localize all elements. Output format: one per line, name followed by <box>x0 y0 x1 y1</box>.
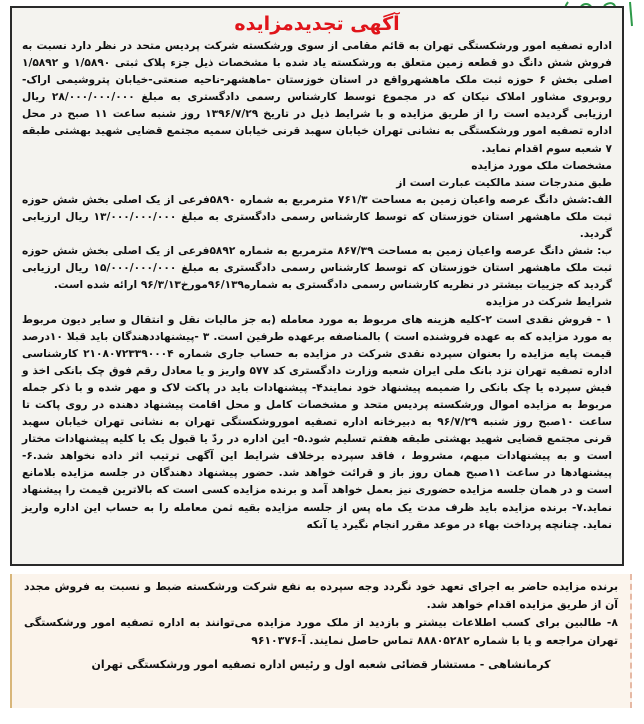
continuation-text: برنده مزایده حاضر به اجرای تعهد خود نگردد وجه سپرده به نفع شرکت ورشکسته ضبط و نسبت به فروش مجدد آن از طریق مزایده اقدام خواهد شد. <box>24 580 618 611</box>
notice-clipping <box>10 6 624 566</box>
conditions-heading: شرایط شرکت در مزایده <box>485 296 612 309</box>
conditions-text: ۱ - فروش نقدی است ۲-کلیه هزینه های مربوط به مورد معامله (به جز مالیات نقل و انتقال و سایر دیون مربوط به مورد مزایده که به عهده فروشنده است ) بالمناصفه برعهده طرفین است. ۳ -پیشنهاددهندگان باید قبلا ۱۰درصد قیمت پایه مزایده را بعنوان سپرده نقدی شرکت در مزایده به حساب جاری شماره ۲۱۰۸۰۷۲۳۳۹۰۰۰۴ کارشناسی اداره تصفیه تهران نزد بانک ملی ایران شعبه وزارت دادگستری کد ۵۷۷ واریز و یا معادل رقم فوق چک بانکی اخذ و فیش سپرده یا چک بانکی را ضمیمه پیشنهاد خود نمایند۴- پیشنهادات باید در پاکت لاک و مهر شده و با ذکر جمله مربوط به مزایده اموال ورشکسته پردیس متحد و مشخصات کامل و محل اقامت پیشنهاد دهنده در روی پاکت تا ساعت ۱۰صبح روز شنبه ۹۶/۷/۲۹ به دبیرخانه اداره تصفیه اموروشکستگی تهران به نشانی تهران خیابان سهبد قرنی مجتمع قضایی شهید بهشتی طبقه هفتم تسلیم شود.۵- این اداره در ردّ یا قبول یک یا کلیه پیشنهادات مختار است و به پیشنهادات مبهم، مشروط ، فاقد سپرده برخلاف شرایط این آگهی ترتیب اثر داده نخواهد شد.۶-پیشنهادها در ساعت ۱۱صبح همان روز باز و قرائت خواهد شد. حضور پیشنهاد دهندگان در جلسه مزایده بلامانع است و در همان جلسه مزایده حضوری نیز بعمل خواهد آمد و برنده مزایده کسی است که بالاترین قیمت را پیشنهاد نماید.۷- برنده مزایده باید ظرف مدت یک ماه پس از جلسه مزایده بقیه ثمن معامله را به حساب این اداره واریز نماید. چنانچه پرداخت بهاء در موعد مقرر انجام نگیرد یا آنکه <box>22 313 613 531</box>
notice-title: آگهی تجدیدمزایده <box>234 13 400 35</box>
notice-continuation-clipping <box>10 574 632 708</box>
property-item-a: الف:شش دانگ عرصه واعیان زمین به مساحت ۷۶۱/۳ مترمربع به شماره ۵۸۹۰فرعی از یک اصلی بخش شش حوزه ثبت ملک ماهشهر استان خوزستان که توسط کارشناس رسمی دادگستری به مبلغ ۱۳/۰۰۰/۰۰۰/۰۰۰ ریال ارزیابی گردید. <box>22 193 613 241</box>
signature-line: کرمانشاهی - مستشار قضائی شعبه اول و رئیس اداره تصفیه امور ورشکستگی تهران <box>91 658 551 671</box>
notice-intro: اداره تصفیه امور ورشکستگی تهران به قائم مقامی از سوی ورشکسته شرکت پردیس متحد در نظر دارد نسبت به فروش شش دانگ دو قطعه زمین متعلق به ورشکسته یاد شده با مشخصات ذیل جزء پلاک ثبتی ۱/۵۸۹۰ و ۱/۵۸۹۲ اصلی بخش ۶ حوزه ثبت ملک ماهشهرواقع در استان خوزستان -ماهشهر-ناحیه صنعتی-خیابان پتروشیمی اراک-روبروی مشاور املاک نیکان که در مجموع توسط کارشناس رسمی دادگستری به مبلغ ۲۸/۰۰۰/۰۰۰/۰۰۰ ریال ارزیابی گردیده است را از طریق مزایده و با شرایط ذیل در تاریخ ۱۳۹۶/۷/۲۹ روز شنبه ساعت ۱۱ صبح در محل اداره تصفیه امور ورشکستگی به نشانی تهران خیابان سهبد قرنی خیابان سمیه مجتمع قضایی شهید بهشتی طبقه ۷ شعبه سوم اقدام نماید. <box>22 40 613 155</box>
specs-heading: مشخصات ملک مورد مزایده <box>471 159 612 172</box>
property-item-b: ب: شش دانگ عرصه واعیان زمین به مساحت ۸۶۷/۳۹ مترمربع به شماره ۵۸۹۲فرعی از یک اصلی بخش شش حوزه ثبت ملک ماهشهر استان خوزستان که توسط کارشناس رسمی دادگستری به مبلغ ۱۵/۰۰۰/۰۰۰/۰۰۰ ریال ارزیابی گردید که جزییات بیشتر در نظریه کارشناس رسمی دادگستری به شماره۹۶/۱۳۹مورخ۹۶/۳/۱۳ ارائه شده است. <box>22 245 612 292</box>
item-8-text: ۸- طالبین برای کسب اطلاعات بیشتر و بازدید از ملک مورد مزایده می‌توانند به اداره تصفیه امور ورشکستگی تهران مراجعه و یا با شماره ۸۸۸۰۵۲۸۲ تماس حاصل نمایند. آ-۹۶۱۰۳۷۶ <box>24 616 618 647</box>
specs-intro: طبق مندرجات سند مالکیت عبارت است از <box>396 176 612 189</box>
